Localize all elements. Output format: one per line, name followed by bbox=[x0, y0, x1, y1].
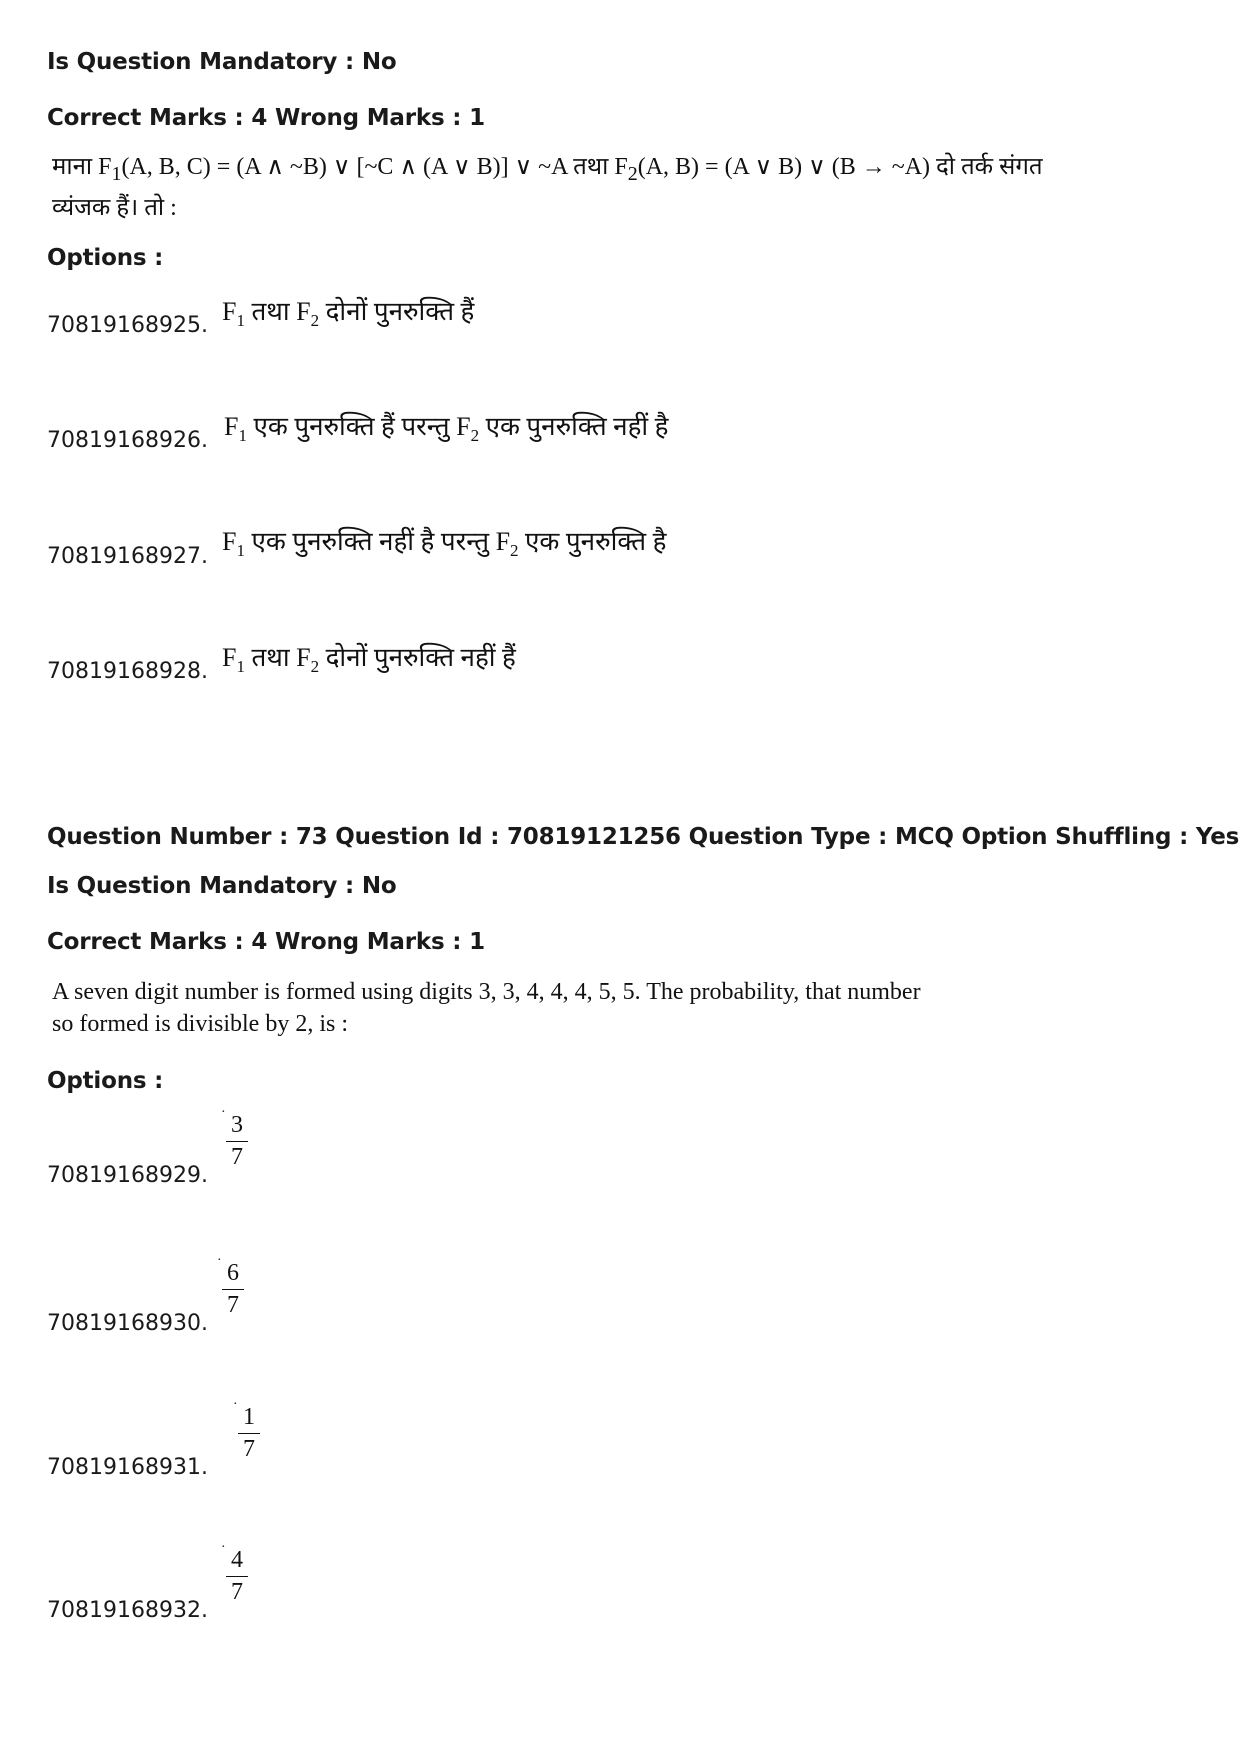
q73-marks: Correct Marks : 4 Wrong Marks : 1 bbox=[47, 929, 485, 955]
q73-option-2-fraction bbox=[217, 1253, 244, 1318]
numerator: 4 bbox=[231, 1547, 243, 1573]
subscript: 1 bbox=[236, 657, 245, 676]
subscript: 1 bbox=[111, 162, 122, 185]
q72-option-2-text: $F_1$ एक पुनरुक्ति हैं परन्तु $F_2$ एक पुनरुक्ति नहीं है bbox=[224, 412, 669, 445]
fraction-bar bbox=[226, 1141, 248, 1142]
q73-option-1-id: 70819168929. bbox=[47, 1163, 208, 1188]
q72-option-2-id: 70819168926. bbox=[47, 428, 208, 453]
q73-header: Question Number : 73 Question Id : 70819121256 Question Type : MCQ Option Shuffling : Yes bbox=[47, 824, 1240, 850]
subscript: 1 bbox=[236, 311, 245, 330]
subscript: 1 bbox=[236, 541, 245, 560]
numerator: 6 bbox=[227, 1260, 239, 1286]
subscript: 2 bbox=[510, 541, 519, 560]
q72-stem-line2: व्यंजक हैं। तो : bbox=[52, 194, 177, 221]
stray-dot: · bbox=[217, 1253, 222, 1268]
subscript: 2 bbox=[310, 311, 320, 330]
numerator: 1 bbox=[243, 1404, 255, 1430]
q73-option-3-fraction bbox=[233, 1397, 260, 1462]
q72-stem-line1: माना $F_1(A$, B, C) = (A ∧ ~B) ∨ [~C ∧ (A ∨ B)] ∨ ~A तथा $F_2(A$, B) = (A ∨ B) ∨ (B → ~A) दो तर्क संगत bbox=[52, 154, 1043, 185]
q72-option-4-text: $F_1$ तथा $F_2$ दोनों पुनरुक्ति नहीं हैं bbox=[222, 643, 516, 676]
q72-option-3-id: 70819168927. bbox=[47, 544, 208, 569]
stray-dot: · bbox=[233, 1397, 238, 1412]
q73-options-label: Options : bbox=[47, 1068, 164, 1094]
q73-stem-line2: so formed is divisible by 2, is : bbox=[52, 1011, 348, 1037]
q72-option-1-id: 70819168925. bbox=[47, 313, 208, 338]
denominator: 7 bbox=[227, 1292, 239, 1318]
fraction-bar bbox=[226, 1576, 248, 1577]
q73-option-4-id: 70819168932. bbox=[47, 1598, 208, 1623]
q73-option-4-fraction bbox=[221, 1540, 248, 1605]
q72-mandatory: Is Question Mandatory : No bbox=[47, 49, 397, 75]
q72-option-1-text: $F_1$ तथा $F_2$ दोनों पुनरुक्ति हैं bbox=[222, 297, 475, 330]
q73-stem-line1: A seven digit number is formed using digits 3, 3, 4, 4, 4, 5, 5. The probability, that number bbox=[52, 979, 921, 1005]
q73-stem bbox=[52, 976, 921, 1040]
subscript: 1 bbox=[238, 426, 247, 445]
q72-option-4-id: 70819168928. bbox=[47, 659, 208, 684]
q73-option-3-id: 70819168931. bbox=[47, 1455, 208, 1480]
denominator: 7 bbox=[243, 1436, 255, 1462]
fraction-bar bbox=[238, 1433, 260, 1434]
denominator: 7 bbox=[231, 1579, 243, 1605]
q73-mandatory: Is Question Mandatory : No bbox=[47, 873, 397, 899]
q72-stem bbox=[52, 150, 1043, 225]
subscript: 2 bbox=[470, 426, 480, 445]
stray-dot: · bbox=[221, 1105, 226, 1120]
numerator: 3 bbox=[231, 1112, 243, 1138]
q72-options-label: Options : bbox=[47, 245, 164, 271]
denominator: 7 bbox=[231, 1144, 243, 1170]
fraction-bar bbox=[222, 1289, 244, 1290]
stray-dot: · bbox=[221, 1540, 226, 1555]
q72-option-3-text: $F_1$ एक पुनरुक्ति नहीं है परन्तु $F_2$ एक पुनरुक्ति है bbox=[222, 527, 667, 560]
q73-option-2-id: 70819168930. bbox=[47, 1311, 208, 1336]
q72-marks: Correct Marks : 4 Wrong Marks : 1 bbox=[47, 105, 485, 131]
subscript: 2 bbox=[627, 162, 638, 185]
subscript: 2 bbox=[310, 657, 320, 676]
q73-option-1-fraction bbox=[221, 1105, 248, 1170]
